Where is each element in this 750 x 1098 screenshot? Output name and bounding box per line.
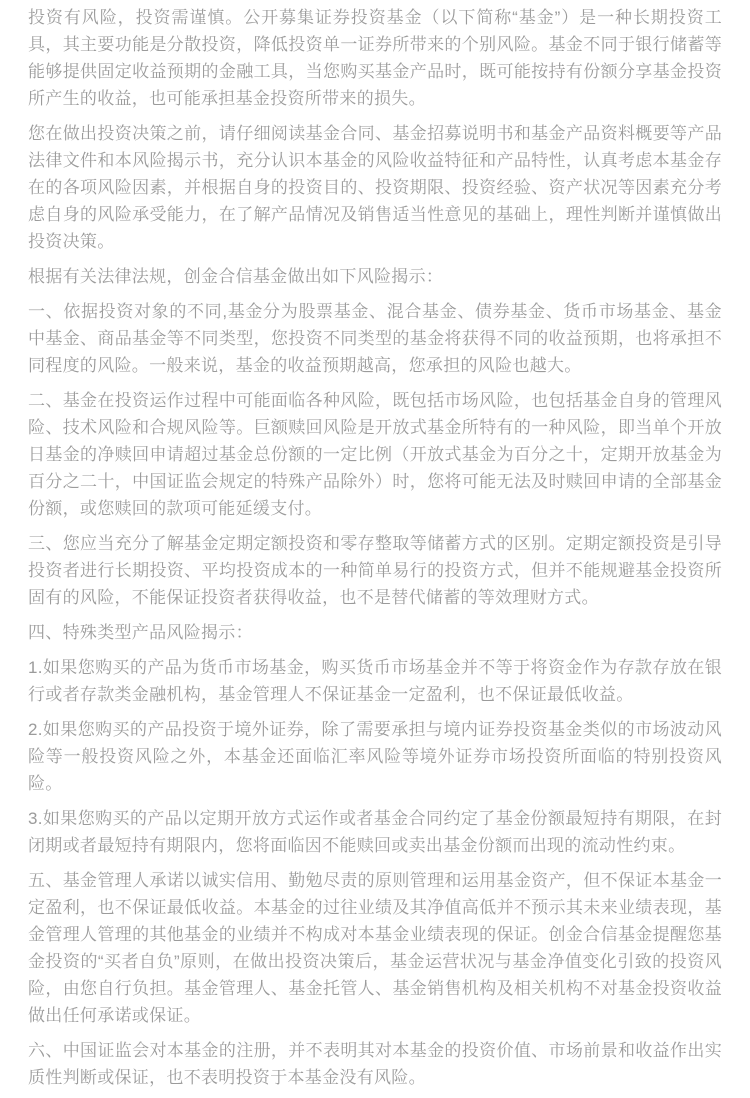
risk-item-3: 三、您应当充分了解基金定期定额投资和零存整取等储蓄方式的区别。定期定额投资是引导投资者进行长期投资、平均投资成本的一种简单易行的投资方式，但并不能规避基金投资所固有的风险，不能保证投资者获得收益，也不是替代储蓄的等效理财方式。 xyxy=(28,534,722,607)
risk-item-4-sub-3: 3.如果您购买的产品以定期开放方式运作或者基金合同约定了基金份额最短持有期限，在封闭期或者最短持有期限内，您将面临因不能赎回或卖出基金份额而出现的流动性约束。 xyxy=(28,809,722,855)
risk-item-4-sub-1: 1.如果您购买的产品为货币市场基金，购买货币市场基金并不等于将资金作为存款存放在银行或者存款类金融机构，基金管理人不保证基金一定盈利，也不保证最低收益。 xyxy=(28,658,722,704)
risk-item-5: 五、基金管理人承诺以诚实信用、勤勉尽责的原则管理和运用基金资产，但不保证本基金一定盈利，也不保证最低收益。本基金的过往业绩及其净值高低并不预示其未来业绩表现，基金管理人管理的其他基金的业绩并不构成对本基金业绩表现的保证。创金合信基金提醒您基金投资的“买者自负”原则，在做出投资决策后，基金运营状况与基金净值变化引致的投资风险，由您自行负担。基金管理人、基金托管人、基金销售机构及相关机构不对基金投资收益做出任何承诺或保证。 xyxy=(28,871,722,1025)
risk-item-6: 六、中国证监会对本基金的注册，并不表明其对本基金的投资价值、市场前景和收益作出实质性判断或保证，也不表明投资于本基金没有风险。 xyxy=(28,1041,722,1087)
risk-disclosure-paragraph-1: 投资有风险，投资需谨慎。公开募集证券投资基金（以下简称“基金”）是一种长期投资工具，其主要功能是分散投资，降低投资单一证券所带来的个别风险。基金不同于银行储蓄等能够提供固定收益预期的金融工具，当您购买基金产品时，既可能按持有份额分享基金投资所产生的收益，也可能承担基金投资所带来的损失。 xyxy=(28,8,722,108)
risk-item-2: 二、基金在投资运作过程中可能面临各种风险，既包括市场风险，也包括基金自身的管理风险、技术风险和合规风险等。巨额赎回风险是开放式基金所特有的一种风险，即当单个开放日基金的净赎回申请超过基金总份额的一定比例（开放式基金为百分之十，定期开放基金为百分之二十，中国证监会规定的特殊产品除外）时，您将可能无法及时赎回申请的全部基金份额，或您赎回的款项可能延缓支付。 xyxy=(28,391,722,518)
risk-disclosure-lead: 根据有关法律法规，创金合信基金做出如下风险揭示： xyxy=(28,267,444,286)
risk-disclosure-paragraph-2: 您在做出投资决策之前，请仔细阅读基金合同、基金招募说明书和基金产品资料概要等产品法律文件和本风险揭示书，充分认识本基金的风险收益特征和产品特性，认真考虑本基金存在的各项风险因素，并根据自身的投资目的、投资期限、投资经验、资产状况等因素充分考虑自身的风险承受能力，在了解产品情况及销售适当性意见的基础上，理性判断并谨慎做出投资决策。 xyxy=(28,124,722,251)
risk-item-4-sub-2: 2.如果您购买的产品投资于境外证券，除了需要承担与境内证券投资基金类似的市场波动风险等一般投资风险之外，本基金还面临汇率风险等境外证券市场投资所面临的特别投资风险。 xyxy=(28,720,722,793)
risk-item-4-heading: 四、特殊类型产品风险揭示： xyxy=(28,623,253,642)
risk-item-1: 一、依据投资对象的不同,基金分为股票基金、混合基金、债券基金、货币市场基金、基金中基金、商品基金等不同类型，您投资不同类型的基金将获得不同的收益预期，也将承担不同程度的风险。一般来说，基金的收益预期越高，您承担的风险也越大。 xyxy=(28,302,722,375)
